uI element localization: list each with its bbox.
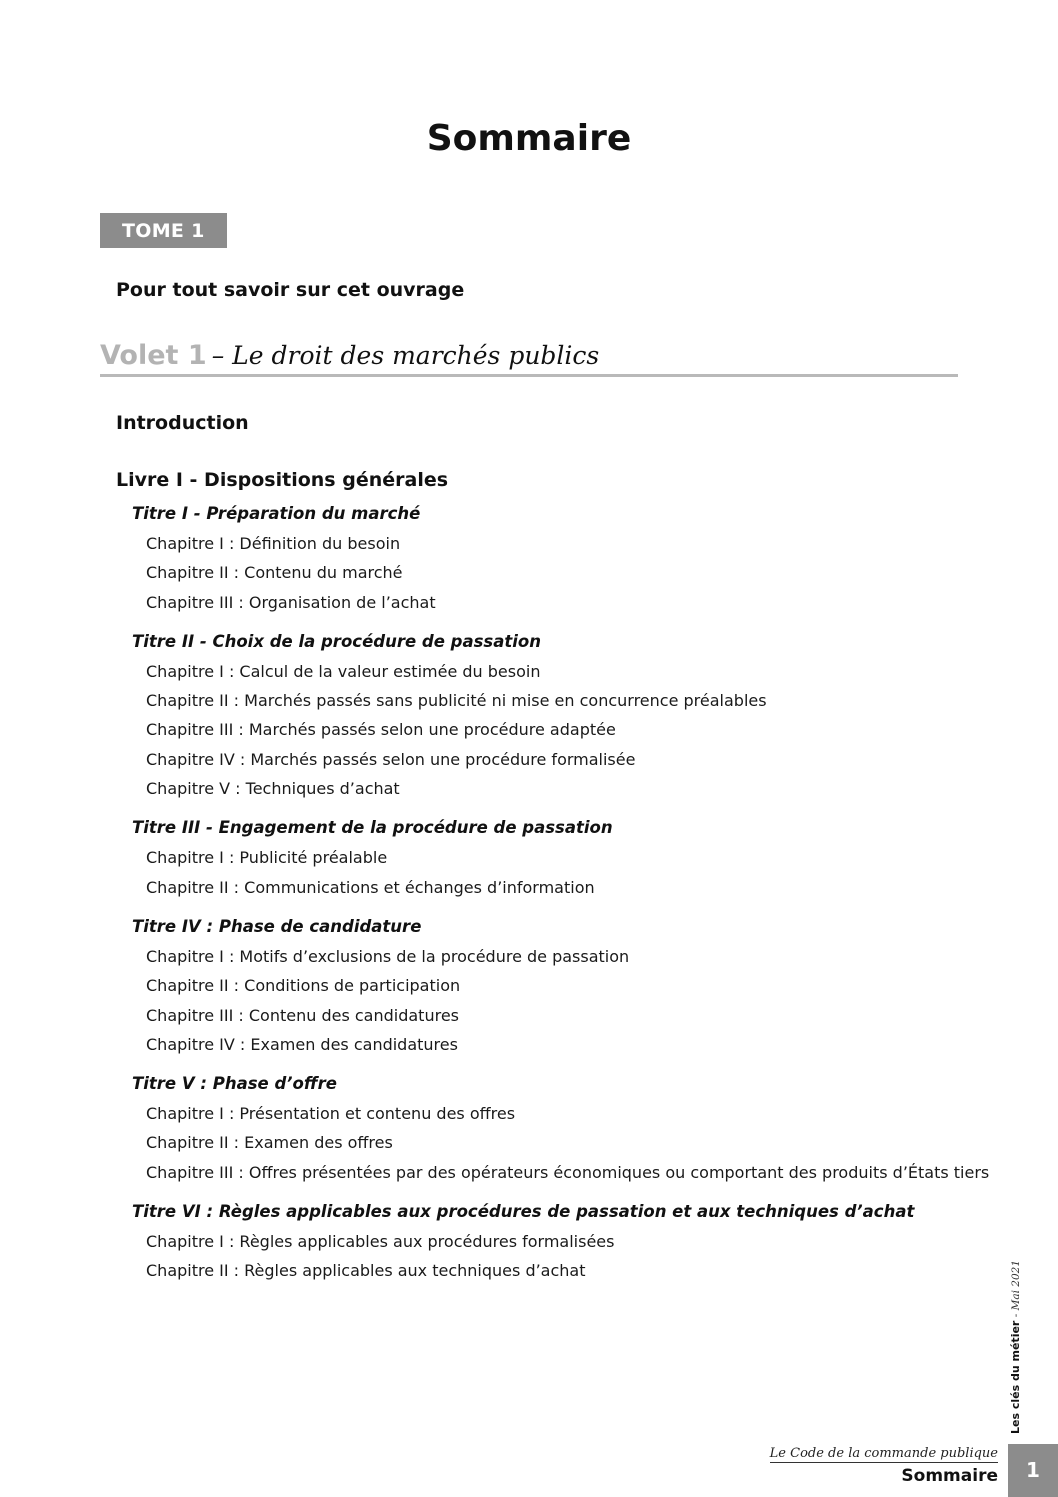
- toc-chapitre[interactable]: Chapitre I : Publicité préalable: [146, 848, 388, 868]
- toc-chapitre[interactable]: Chapitre II : Règles applicables aux techniques d’achat: [146, 1261, 586, 1281]
- toc-chapitre[interactable]: Chapitre I : Définition du besoin: [146, 534, 401, 553]
- page-title: Sommaire: [426, 118, 632, 159]
- toc-chapitre[interactable]: Chapitre I : Règles applicables aux procédures formalisées: [146, 1232, 615, 1252]
- toc-titre[interactable]: Titre VI : Règles applicables aux procédures de passation et aux techniques d’achat: [132, 1202, 915, 1222]
- toc-chapitre[interactable]: Chapitre III : Organisation de l’achat: [146, 592, 436, 612]
- toc-chapitre[interactable]: Chapitre II : Examen des offres: [146, 1133, 393, 1153]
- toc-chapitre[interactable]: Chapitre III : Contenu des candidatures: [146, 1005, 459, 1025]
- toc-chapitre[interactable]: Chapitre III : Offres présentées par des opérateurs économiques ou comportant des produits d’États tiers: [146, 1162, 990, 1182]
- series-name: Les clés du métier: [1009, 1320, 1022, 1434]
- toc-chapitre[interactable]: Chapitre II : Communications et échanges d’information: [146, 877, 595, 897]
- toc-titre[interactable]: Titre V : Phase d’offre: [132, 1074, 337, 1094]
- toc-chapitre[interactable]: Chapitre II : Contenu du marché: [146, 563, 403, 583]
- volet-subtitle: – Le droit des marchés publics: [211, 341, 600, 370]
- toc-chapitre[interactable]: Chapitre I : Présentation et contenu des offres: [146, 1104, 516, 1124]
- toc-chapitre[interactable]: Chapitre V : Techniques d’achat: [146, 779, 400, 799]
- toc-entry-introduction[interactable]: Introduction: [116, 412, 249, 434]
- side-series-label: [1003, 1259, 1029, 1434]
- toc-titre[interactable]: Titre I - Préparation du marché: [132, 504, 421, 523]
- page-number: 1: [1008, 1444, 1058, 1497]
- toc-chapitre[interactable]: Chapitre I : Calcul de la valeur estimée du besoin: [146, 661, 541, 681]
- table-of-contents: [116, 408, 990, 1286]
- toc-entry-livre[interactable]: Livre I - Dispositions générales: [116, 469, 449, 491]
- toc-titre[interactable]: Titre III - Engagement de la procédure de passation: [132, 818, 613, 838]
- toc-titre[interactable]: Titre II - Choix de la procédure de passation: [132, 631, 541, 651]
- toc-chapitre[interactable]: Chapitre IV : Examen des candidatures: [146, 1034, 458, 1054]
- toc-entry-intro[interactable]: Pour tout savoir sur cet ouvrage: [116, 279, 465, 301]
- toc-titre[interactable]: Titre IV : Phase de candidature: [132, 916, 422, 936]
- series-date: - Mai 2021: [1010, 1259, 1022, 1321]
- toc-chapitre[interactable]: Chapitre IV : Marchés passés selon une procédure formalisée: [146, 749, 636, 769]
- volet-number: Volet 1: [100, 340, 207, 371]
- footer-book-title: Le Code de la commande publique: [769, 1446, 998, 1461]
- toc-chapitre[interactable]: Chapitre II : Conditions de participation: [146, 976, 461, 996]
- toc-chapitre[interactable]: Chapitre II : Marchés passés sans publicité ni mise en concurrence préalables: [146, 691, 767, 711]
- footer-section: Sommaire: [901, 1466, 998, 1486]
- tome-badge: TOME 1: [100, 213, 227, 248]
- toc-chapitre[interactable]: Chapitre III : Marchés passés selon une procédure adaptée: [146, 720, 616, 740]
- toc-chapitre[interactable]: Chapitre I : Motifs d’exclusions de la procédure de passation: [146, 946, 630, 966]
- volet-heading: [100, 340, 958, 377]
